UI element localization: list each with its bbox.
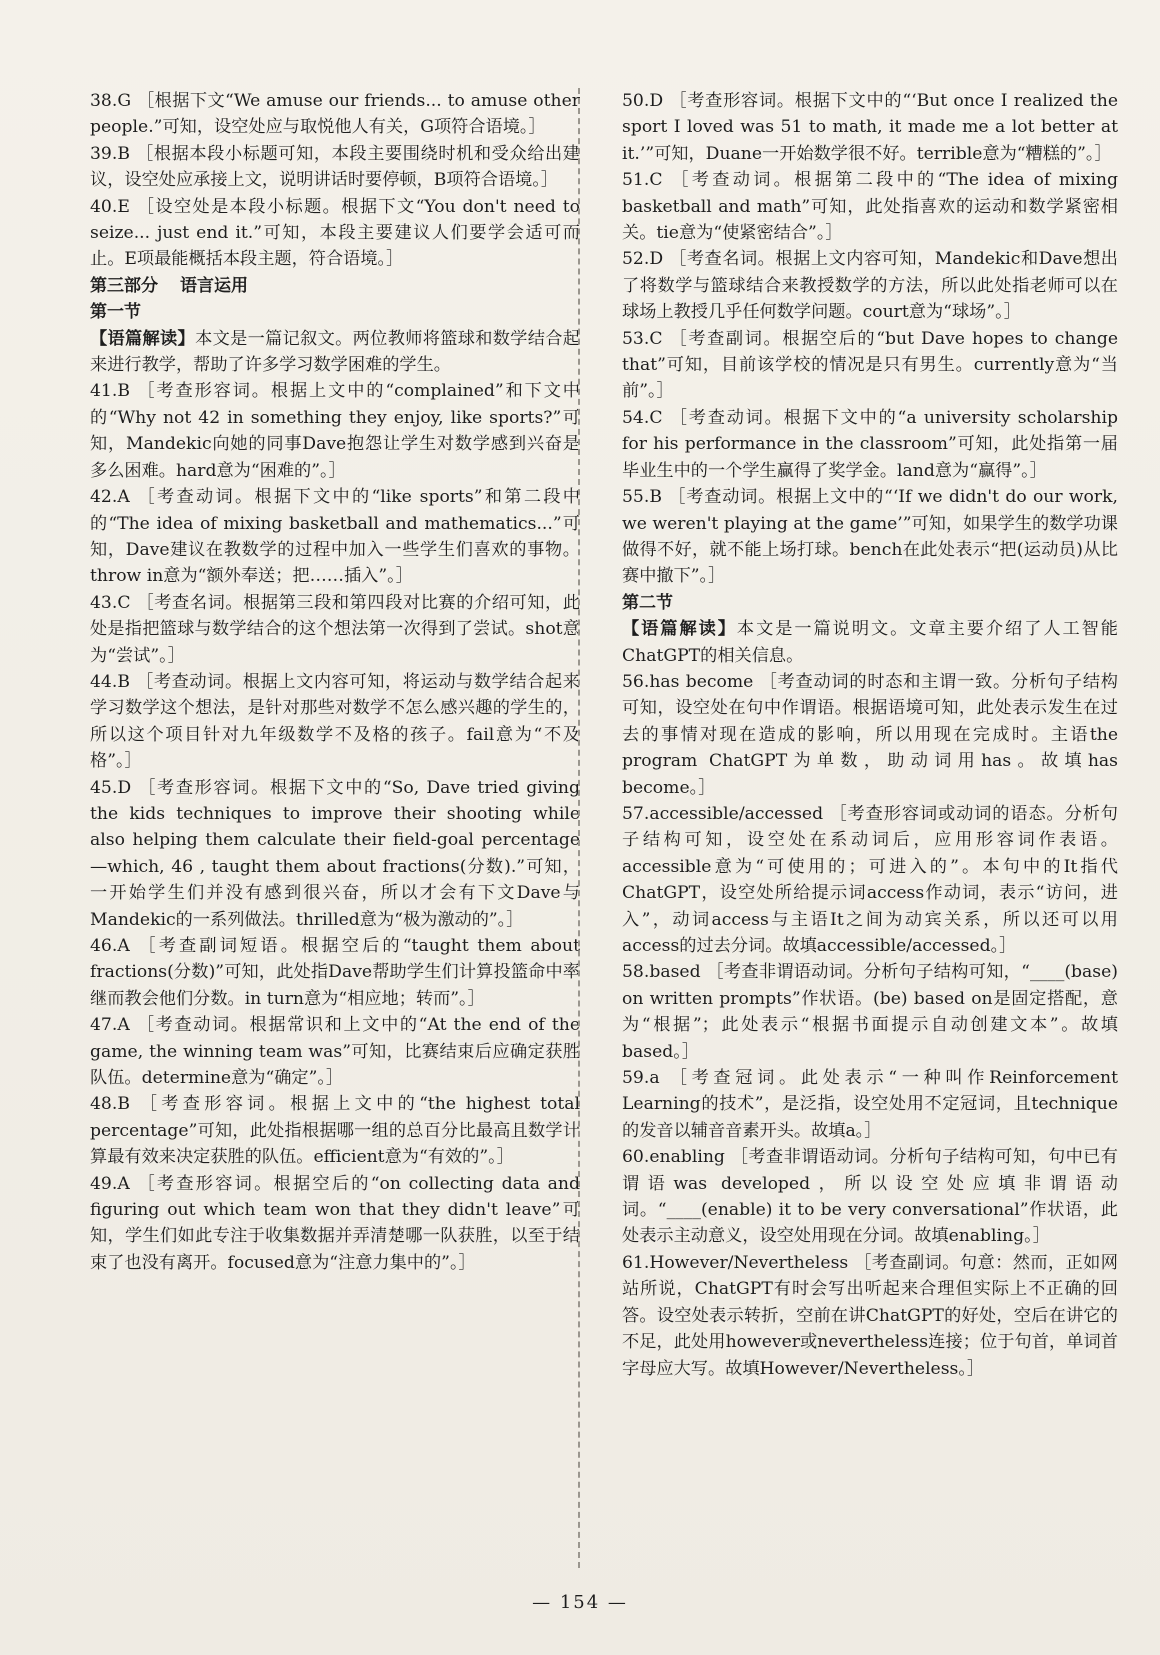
answer-item <box>622 484 1118 590</box>
answer-number: 53. <box>622 328 650 349</box>
left-items-before <box>90 88 580 273</box>
answer-item <box>622 326 1118 405</box>
answer-text: a ［考查冠词。此处表示“一种叫作Reinforcement Learning的技术”，是泛指，设空处用不定冠词，且technique的发音以辅音音素开头。故填a。］ <box>622 1068 1118 1141</box>
answer-number: 46. <box>90 936 118 956</box>
answer-item <box>90 590 580 669</box>
answer-item <box>622 1065 1118 1144</box>
reading-text: 本文是一篇说明文。文章主要介绍了人工智能ChatGPT的相关信息。 <box>622 619 1118 666</box>
answer-item <box>90 775 580 933</box>
answer-number: 44. <box>90 671 118 692</box>
answer-text: A ［考查副词短语。根据空后的“taught them about fractions(分数)”可知，此处指Dave帮助学生们计算投篮命中率继而教会他们分数。in turn意为“相应地；转而”。］ <box>90 936 580 1009</box>
answer-number: 54. <box>622 407 650 428</box>
left-column <box>90 88 580 1276</box>
answer-item <box>622 88 1118 167</box>
answer-item <box>90 194 580 273</box>
answer-item <box>90 484 580 590</box>
answer-item <box>90 88 580 141</box>
part-title: 第三部分 <box>90 275 158 296</box>
answer-number: 60. <box>622 1147 650 1168</box>
answer-text: A ［考查动词。根据下文中的“like sports”和第二段中的“The idea of mixing basketball and mathematics...”可知，Dave建议在教数学的过程中加入一些学生们喜欢的事物。throw in意为“额外奉送；把……插入”。］ <box>90 487 580 587</box>
answer-text: B ［考查形容词。根据上文中的“the highest total percentage”可知，此处指根据哪一组的总百分比最高且数学计算最有效来决定获胜的队伍。efficient意为“有效的”。］ <box>90 1094 580 1168</box>
answer-number: 43. <box>90 592 118 613</box>
reading-text: 本文是一篇记叙文。两位教师将篮球和数学结合起来进行教学，帮助了许多学习数学困难的学生。 <box>90 328 580 376</box>
answer-item <box>90 378 580 484</box>
answer-number: 47. <box>90 1015 118 1036</box>
reading-interpretation-2 <box>622 616 1118 669</box>
answer-text: E ［设空处是本段小标题。根据下文“You don't need to seize... just end it.”可知，本段主要建议人们要学会适可而止。E项最能概括本段主题，符合语境。］ <box>90 196 580 270</box>
right-column <box>622 88 1118 1382</box>
answer-item <box>90 669 580 775</box>
answer-text: accessible/accessed ［考查形容词或动词的语态。分析句子结构可知，设空处在系动词后，应用形容词作表语。accessible意为“可使用的；可进入的”。本句中的It指代ChatGPT，设空处所给提示词access作动词，表示“访问，进入”，动词access与主语It之间为动宾关系，所以还可以用access的过去分词。故填accessible/accessed。］ <box>622 803 1118 956</box>
answer-number: 61. <box>622 1252 650 1273</box>
answer-number: 45. <box>90 777 118 798</box>
answer-number: 40. <box>90 196 118 217</box>
answer-text: D ［考查名词。根据上文内容可知，Mandekic和Dave想出了将数学与篮球结合来教授数学的方法，所以此处指老师可以在球场上教授几乎任何数学问题。court意为“球场”。］ <box>622 249 1118 323</box>
section-1-heading: 第一节 <box>90 302 141 323</box>
answer-text: B ［考查形容词。根据上文中的“complained”和下文中的“Why not 42 in something they enjoy, like sports?”可知，Mandekic向她的同事Dave抱怨让学生对数学感到兴奋是多么困难。hard意为“困难的”。］ <box>90 381 580 481</box>
answer-text: C ［考查动词。根据下文中的“a university scholarship for his performance in the classroom”可知，此处指第一届毕业生中的一个学生赢得了奖学金。land意为“赢得”。］ <box>622 407 1118 481</box>
part-subtitle: 语言运用 <box>180 275 248 296</box>
answer-number: 57. <box>622 803 650 824</box>
reading-tag: 【语篇解读】 <box>90 328 196 349</box>
answer-number: 48. <box>90 1094 118 1115</box>
answer-item <box>622 959 1118 1065</box>
answer-text: G ［根据下文“We amuse our friends... to amuse other people.”可知，设空处应与取悦他人有关，G项符合语境。］ <box>90 91 580 138</box>
answer-number: 52. <box>622 249 650 270</box>
answer-item <box>622 1144 1118 1250</box>
answer-text: C ［考查副词。根据空后的“but Dave hopes to change that”可知，目前该学校的情况是只有男生。currently意为“当前”。］ <box>622 328 1118 402</box>
answer-text: C ［考查动词。根据第二段中的“The idea of mixing basketball and math”可知，此处指喜欢的运动和数学紧密相关。tie意为“使紧密结合”。］ <box>622 170 1118 244</box>
answer-number: 49. <box>90 1173 118 1194</box>
answer-text: A ［考查动词。根据常识和上文中的“At the end of the game, the winning team was”可知，比赛结束后应确定获胜队伍。determine意为“确定”。］ <box>90 1015 580 1089</box>
reading-tag: 【语篇解读】 <box>622 619 737 640</box>
answer-item <box>90 1171 580 1277</box>
answer-text: However/Nevertheless ［考查副词。句意：然而，正如网站所说，ChatGPT有时会写出听起来合理但实际上不正确的回答。设空处表示转折，空前在讲ChatGPT的好处，空后在讲它的不足，此处用however或nevertheless连接；位于句首，单词首字母应大写。故填However/Nevertheless。］ <box>622 1252 1118 1379</box>
part-heading <box>90 273 580 299</box>
answer-text: D ［考查形容词。根据下文中的“‘But once I realized the sport I loved was 51 to math, it made me a lot better at it.’”可知，Duane一开始数学很不好。terrible意为“糟糕的”。］ <box>622 91 1118 164</box>
answer-text: B ［根据本段小标题可知，本段主要围绕时机和受众给出建议，设空处应承接上文，说明讲话时要停顿，B项符合语境。］ <box>90 143 580 191</box>
answer-text: C ［考查名词。根据第三段和第四段对比赛的介绍可知，此处是指把篮球与数学结合的这个想法第一次得到了尝试。shot意为“尝试”。］ <box>90 592 580 666</box>
column-divider <box>578 88 580 1568</box>
answer-item <box>622 801 1118 959</box>
answer-item <box>90 933 580 1012</box>
reading-interpretation-1 <box>90 326 580 379</box>
answer-text: based ［考查非谓语动词。分析句子结构可知，“____(base) on written prompts”作状语。(be) based on是固定搭配，意为“根据”；此处表示“根据书面提示自动创建文本”。故填based。］ <box>622 962 1118 1062</box>
answer-number: 59. <box>622 1068 650 1089</box>
answer-item <box>622 669 1118 801</box>
answer-number: 55. <box>622 487 650 508</box>
answer-number: 51. <box>622 170 650 191</box>
answer-item <box>90 1012 580 1091</box>
answer-item <box>90 141 580 194</box>
answer-item <box>90 1091 580 1170</box>
answer-number: 38. <box>90 91 118 111</box>
answer-item <box>622 167 1118 246</box>
answer-text: enabling ［考查非谓语动词。分析句子结构可知，句中已有谓语was developed，所以设空处应填非谓语动词。“____(enable) it to be very conversational”作状语，此处表示主动意义，设空处用现在分词。故填enabling。］ <box>622 1147 1118 1247</box>
right-items-after <box>622 669 1118 1382</box>
answer-number: 56. <box>622 671 650 692</box>
right-items-before <box>622 88 1118 590</box>
answer-number: 39. <box>90 143 118 164</box>
answer-item <box>622 1250 1118 1382</box>
answer-item <box>622 246 1118 325</box>
answer-text: has become ［考查动词的时态和主谓一致。分析句子结构可知，设空处在句中作谓语。根据语境可知，此处表示发生在过去的事情对现在造成的影响，所以用现在完成时。主语the program ChatGPT为单数，助动词用has。故填has become。］ <box>622 671 1118 798</box>
left-items-after <box>90 378 580 1276</box>
page-number: — 154 — <box>532 1592 628 1613</box>
answer-text: D ［考查形容词。根据下文中的“So, Dave tried giving the kids techniques to improve their shooting while also helping them calculate their field-goal percentage—which, 46 , taught them about fractions(分数).”可知，一开始学生们并没有感到很兴奋，所以才会有下文Dave与Mandekic的一系列做法。thrilled意为“极为激动的”。］ <box>90 777 580 930</box>
answer-item <box>622 405 1118 484</box>
section-2-heading: 第二节 <box>622 592 673 613</box>
answer-text: B ［考查动词。根据上文内容可知，将运动与数学结合起来学习数学这个想法，是针对那些对数学不怎么感兴趣的学生的，所以这个项目针对九年级数学不及格的孩子。fail意为“不及格”。］ <box>90 671 580 772</box>
answer-number: 50. <box>622 91 650 111</box>
answer-number: 42. <box>90 487 118 508</box>
answer-text: A ［考查形容词。根据空后的“on collecting data and figuring out which team won that they didn't leave”可知，学生们如此专注于收集数据并弄清楚哪一队获胜，以至于结束了也没有离开。focused意为“注意力集中的”。］ <box>90 1173 580 1273</box>
answer-number: 41. <box>90 381 118 402</box>
answer-number: 58. <box>622 962 650 983</box>
answer-text: B ［考查动词。根据上文中的“‘If we didn't do our work, we weren't playing at the game’”可知，如果学生的数学功课做得不好，就不能上场打球。bench在此处表示“把(运动员)从比赛中撤下”。］ <box>622 487 1118 587</box>
